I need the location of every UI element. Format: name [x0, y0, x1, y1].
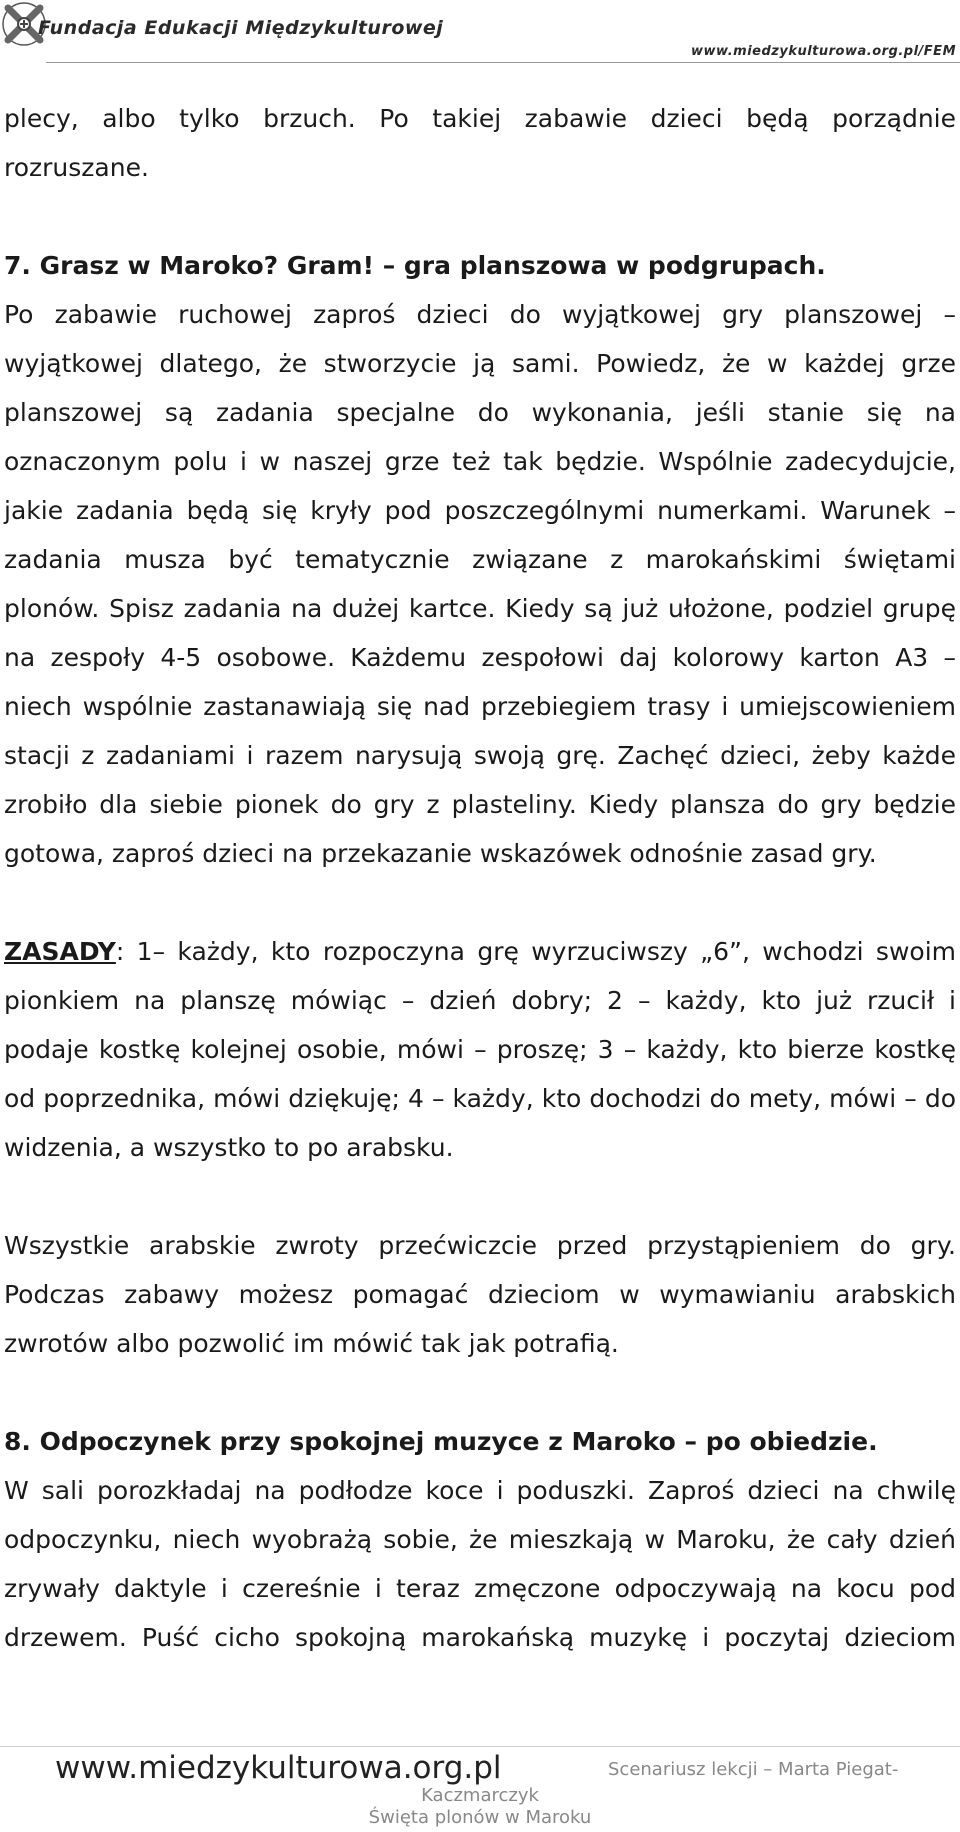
spacer — [4, 878, 956, 927]
footer-credit-author-surname: Kaczmarczyk — [421, 1785, 539, 1806]
section-8-body: W sali porozkładaj na podłodze koce i poduszki. Zaproś dzieci na chwilę odpoczynku, niech wyobrażą sobie, że mieszkają w Maroku, że cały dzień zrywały daktyle i czereśnie i teraz zmęczone odpoczywają na kocu pod drzewem. Puść cicho spokojną marokańską muzykę i poczytaj dzieciom — [4, 1476, 956, 1652]
footer-credit-author: Scenariusz lekcji – Marta Piegat- — [608, 1759, 899, 1780]
document-body — [4, 94, 956, 1662]
header-url: www.miedzykulturowa.org.pl/FEM — [691, 44, 956, 59]
section-7-heading: 7. Grasz w Maroko? Gram! – gra planszowa w podgrupach. — [4, 251, 826, 280]
spacer — [4, 1172, 956, 1221]
spacer — [4, 1368, 956, 1417]
header-divider — [46, 62, 960, 63]
rules-label: ZASADY — [4, 937, 116, 966]
paragraph-line: rozruszane. — [4, 153, 149, 182]
footer-divider — [0, 1746, 960, 1747]
footer-credit-topic: Święta plonów w Maroku — [368, 1807, 592, 1828]
spacer — [4, 192, 956, 241]
page-header — [0, 0, 960, 64]
rules-body: : 1– każdy, kto rozpoczyna grę wyrzuciwszy „6”, wchodzi swoim pionkiem na planszę mówiąc – dzień dobry; 2 – każdy, kto już rzucił i podaje kostkę kolejnej osobie, mówi – proszę; 3 – każdy, kto bierze kostkę od poprzednika, mówi dziękuję; 4 – każdy, kto dochodzi do mety, mówi – do widzenia, a wszystko to po arabsku. — [4, 937, 956, 1162]
section-8-heading: 8. Odpoczynek przy spokojnej muzyce z Maroko – po obiedzie. — [4, 1427, 878, 1456]
footer-url: www.miedzykulturowa.org.pl — [55, 1750, 502, 1786]
paragraph-line: plecy, albo tylko brzuch. Po takiej zabawie dzieci będą porządnie — [4, 104, 956, 133]
arabic-phrases-paragraph: Wszystkie arabskie zwroty przećwiczcie przed przystąpieniem do gry. Podczas zabawy możesz pomagać dzieciom w wymawianiu arabskich zwrotów albo pozwolić im mówić tak jak potrafią. — [4, 1231, 956, 1358]
rules-paragraph — [4, 927, 956, 1172]
section-7-body: Po zabawie ruchowej zaproś dzieci do wyjątkowej gry planszowej – wyjątkowej dlatego, że stworzycie ją sami. Powiedz, że w każdej grze planszowej są zadania specjalne do wykonania, jeśli stanie się na oznaczonym polu i w naszej grze też tak będzie. Wspólnie zadecydujcie, jakie zadania będą się kryły pod poszczególnymi numerkami. Warunek – zadania musza być tematycznie związane z marokańskimi świętami plonów. Spisz zadania na dużej kartce. Kiedy są już ułożone, podziel grupę na zespoły 4-5 osobowe. Każdemu zespołowi daj kolorowy karton A3 – niech wspólnie zastanawiają się nad przebiegiem trasy i umiejscowieniem stacji z zadaniami i razem narysują swoją grę. Zachęć dzieci, żeby każde zrobiło dla siebie pionek do gry z plasteliny. Kiedy plansza do gry będzie gotowa, zaproś dzieci na przekazanie wskazówek odnośnie zasad gry. — [4, 300, 956, 868]
header-title: Fundacja Edukacji Międzykulturowej — [38, 17, 444, 39]
